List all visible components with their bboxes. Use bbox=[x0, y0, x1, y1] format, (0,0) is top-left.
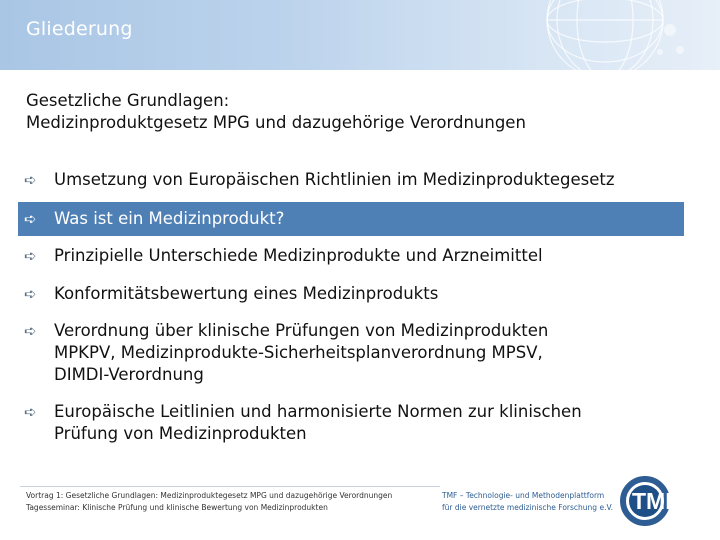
subtitle-line-1: Gesetzliche Grundlagen: bbox=[26, 91, 230, 110]
agenda-item[interactable] bbox=[18, 401, 684, 445]
arrow-bullet-icon: ➪ bbox=[24, 210, 37, 228]
slide-title: Gliederung bbox=[26, 18, 133, 40]
arrow-bullet-icon: ➪ bbox=[24, 285, 37, 303]
agenda-item-line: Umsetzung von Europäischen Richtlinien im Medizinproduktegesetz bbox=[54, 170, 615, 189]
agenda-item[interactable] bbox=[18, 283, 684, 305]
agenda-item-line: Prinzipielle Unterschiede Medizinprodukte und Arzneimittel bbox=[54, 246, 543, 265]
footer-line-1: Vortrag 1: Gesetzliche Grundlagen: Medizinproduktegesetz MPG und dazugehörige Verordnungen bbox=[26, 491, 393, 500]
agenda-item-line: MPKPV, Medizinprodukte-Sicherheitsplanverordnung MPSV, bbox=[54, 343, 543, 362]
subtitle-line-2: Medizinproduktgesetz MPG und dazugehörige Verordnungen bbox=[26, 113, 526, 132]
agenda-item[interactable] bbox=[18, 169, 684, 191]
footer-line-2: Tagesseminar: Klinische Prüfung und klinische Bewertung von Medizinprodukten bbox=[26, 503, 328, 512]
globe-graphic bbox=[510, 0, 690, 70]
tmf-logo bbox=[618, 472, 700, 530]
slide-header bbox=[0, 0, 720, 70]
arrow-bullet-icon: ➪ bbox=[24, 322, 37, 340]
org-line-2: für die vernetzte medizinische Forschung e.V. bbox=[442, 503, 613, 512]
agenda-item-line: DIMDI-Verordnung bbox=[54, 365, 204, 384]
agenda-item-line: Prüfung von Medizinprodukten bbox=[54, 424, 307, 443]
agenda-item[interactable] bbox=[18, 245, 684, 267]
arrow-bullet-icon: ➪ bbox=[24, 247, 37, 265]
tmf-logo-text: TMF bbox=[632, 488, 680, 514]
agenda-item-active[interactable] bbox=[18, 202, 684, 236]
org-line-1: TMF – Technologie- und Methodenplattform bbox=[442, 491, 605, 500]
org-name bbox=[442, 490, 622, 514]
agenda-item-line: Was ist ein Medizinprodukt? bbox=[54, 209, 285, 228]
agenda-item-line: Konformitätsbewertung eines Medizinprodukts bbox=[54, 284, 439, 303]
footer-divider bbox=[20, 486, 440, 487]
arrow-bullet-icon: ➪ bbox=[24, 171, 37, 189]
footer-text bbox=[26, 490, 446, 514]
arrow-bullet-icon: ➪ bbox=[24, 403, 37, 421]
agenda-item-line: Europäische Leitlinien und harmonisierte Normen zur klinischen bbox=[54, 402, 582, 421]
agenda-item-line: Verordnung über klinische Prüfungen von Medizinprodukten bbox=[54, 321, 549, 340]
agenda-item[interactable] bbox=[18, 320, 684, 386]
section-subtitle bbox=[26, 90, 686, 134]
